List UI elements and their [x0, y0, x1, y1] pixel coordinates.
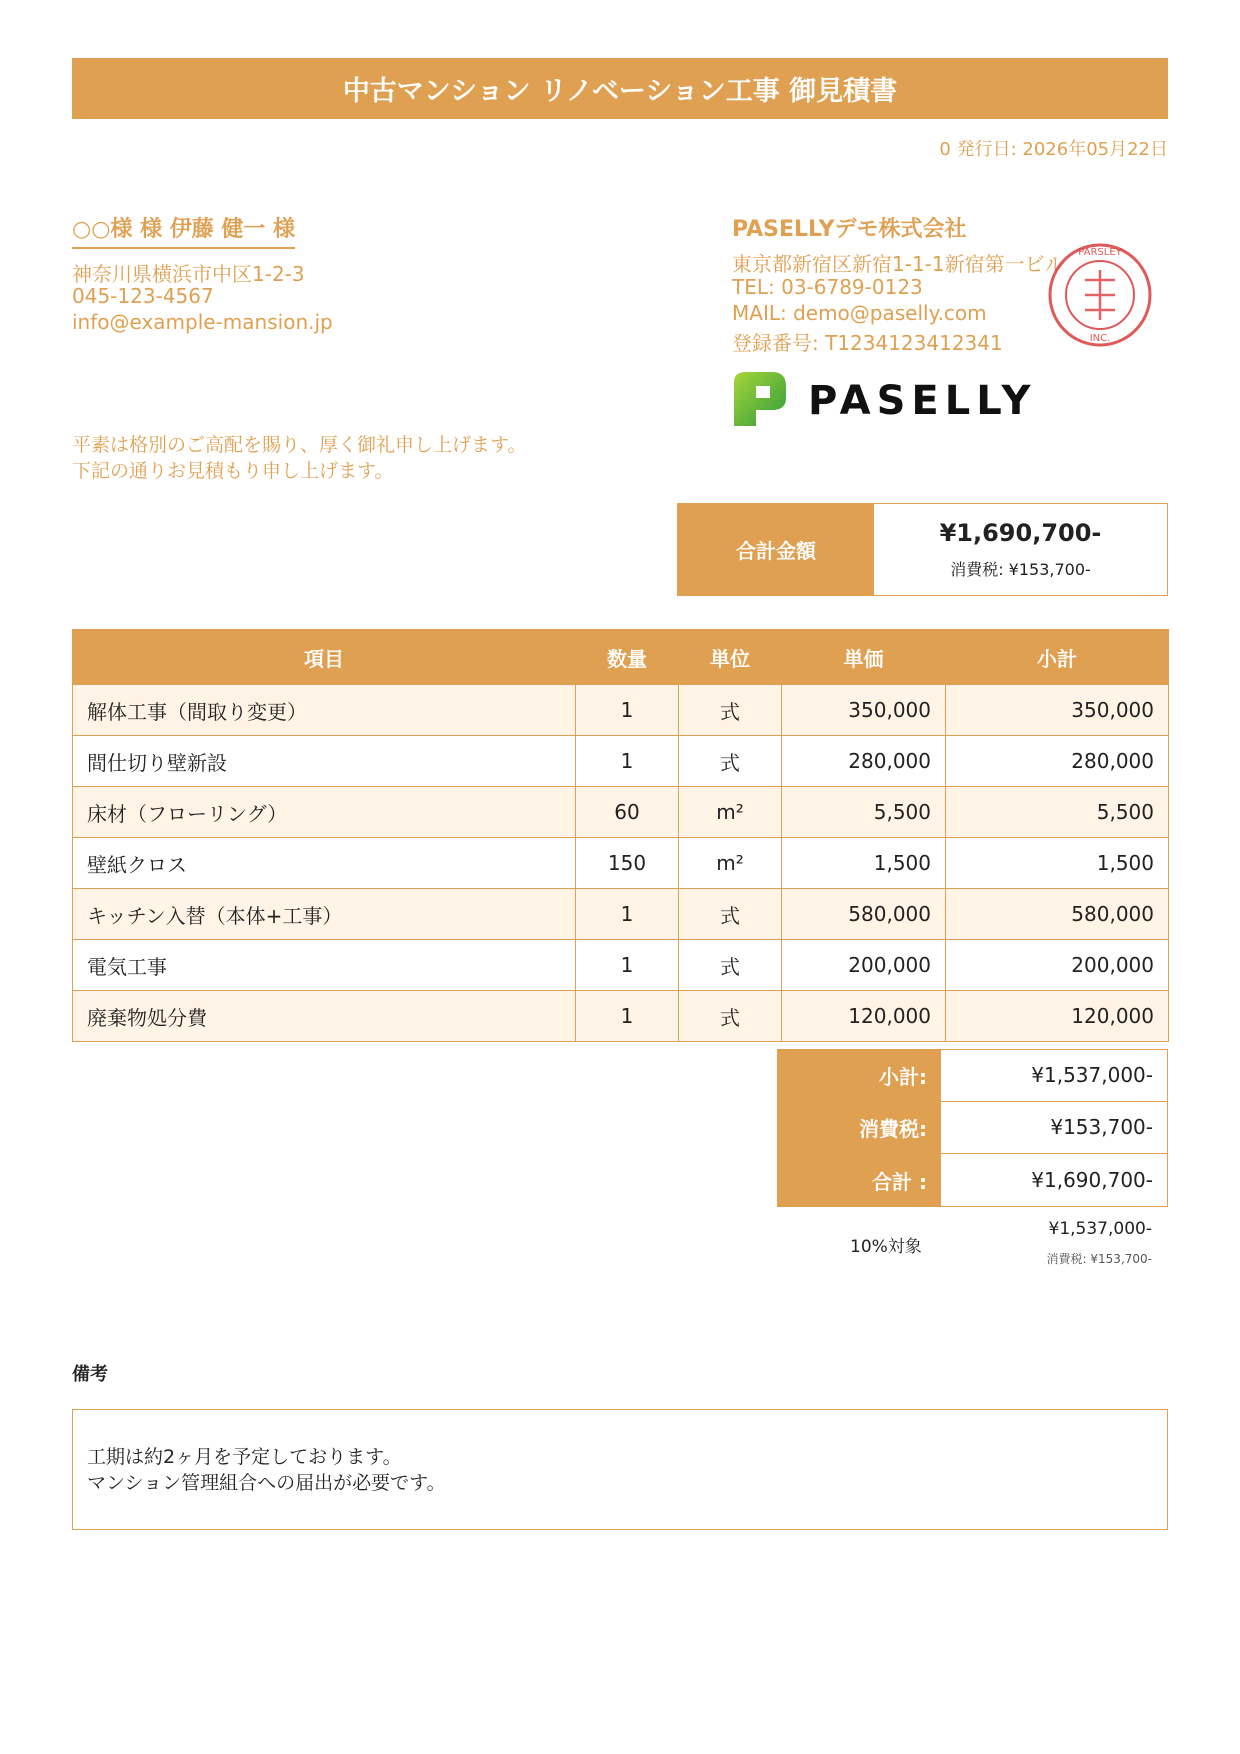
issue-date: 0 発行日: 2026年05月22日 [939, 139, 1168, 160]
cell-quantity: 1 [576, 940, 679, 991]
cell-quantity: 60 [576, 787, 679, 838]
company-tel: TEL: 03-6789-0123 [732, 275, 923, 299]
cell-item: 壁紙クロス [73, 838, 576, 889]
cell-unit: 式 [679, 685, 782, 736]
svg-text:PASELLY: PASELLY [808, 378, 1037, 424]
cell-quantity: 1 [576, 685, 679, 736]
cell-subtotal: 350,000 [946, 685, 1169, 736]
cell-unit-price: 1,500 [782, 838, 946, 889]
greeting-line-2: 下記の通りお見積もり申し上げます。 [72, 460, 394, 482]
cell-unit-price: 200,000 [782, 940, 946, 991]
table-row [73, 838, 1169, 889]
grand-total-label: 合計金額 [678, 504, 874, 595]
customer-address: 神奈川県横浜市中区1-2-3 [72, 262, 305, 286]
summary-tax-row [777, 1102, 1168, 1155]
summary-total-label: 合計 : [777, 1154, 941, 1207]
table-row [73, 940, 1169, 991]
tax-rate-tax: 消費税: ¥153,700- [1046, 1252, 1152, 1266]
summary-subtotal-label: 小計: [777, 1049, 941, 1102]
summary-total-row [777, 1154, 1168, 1207]
cell-quantity: 1 [576, 991, 679, 1042]
customer-email: info@example-mansion.jp [72, 310, 333, 334]
cell-unit: 式 [679, 940, 782, 991]
company-name: PASELLYデモ株式会社 [732, 217, 967, 242]
notes-label: 備考 [72, 1364, 108, 1385]
table-row [73, 685, 1169, 736]
cell-quantity: 150 [576, 838, 679, 889]
cell-item: 電気工事 [73, 940, 576, 991]
cell-unit-price: 280,000 [782, 736, 946, 787]
company-registration: 登録番号: T1234123412341 [732, 331, 1003, 355]
company-address: 東京都新宿区新宿1-1-1新宿第一ビル [732, 252, 1065, 276]
cell-unit-price: 5,500 [782, 787, 946, 838]
tax-rate-amount: ¥1,537,000- [1048, 1219, 1152, 1239]
cell-unit-price: 120,000 [782, 991, 946, 1042]
notes-line-1: 工期は約2ヶ月を予定しております。 [87, 1446, 402, 1468]
cell-unit-price: 580,000 [782, 889, 946, 940]
company-mail: MAIL: demo@paselly.com [732, 301, 987, 325]
summary-subtotal-row [777, 1049, 1168, 1102]
header-item: 項目 [73, 630, 576, 685]
table-row [73, 889, 1169, 940]
paselly-logo [732, 368, 1062, 430]
cell-item: 解体工事（間取り変更） [73, 685, 576, 736]
customer-name: ○○様 様 伊藤 健一 様 [72, 212, 295, 249]
cell-subtotal: 5,500 [946, 787, 1169, 838]
header-quantity: 数量 [576, 630, 679, 685]
table-header-row [73, 630, 1169, 685]
cell-unit: 式 [679, 736, 782, 787]
cell-unit: 式 [679, 991, 782, 1042]
summary-block [777, 1049, 1168, 1207]
cell-item: 間仕切り壁新設 [73, 736, 576, 787]
header-unit: 単位 [679, 630, 782, 685]
cell-unit-price: 350,000 [782, 685, 946, 736]
cell-unit: m² [679, 787, 782, 838]
line-items-table [72, 629, 1169, 1042]
greeting-text [72, 432, 526, 484]
summary-tax-label: 消費税: [777, 1102, 941, 1155]
notes-box [72, 1409, 1168, 1530]
company-seal-stamp [1045, 240, 1155, 350]
summary-total-value: ¥1,690,700- [941, 1154, 1168, 1207]
document-title: 中古マンション リノベーション工事 御見積書 [72, 58, 1168, 119]
header-unit-price: 単価 [782, 630, 946, 685]
cell-item: 床材（フローリング） [73, 787, 576, 838]
table-row [73, 991, 1169, 1042]
cell-unit: 式 [679, 889, 782, 940]
cell-quantity: 1 [576, 889, 679, 940]
svg-text:PARSLEY: PARSLEY [1078, 247, 1122, 258]
cell-subtotal: 580,000 [946, 889, 1169, 940]
summary-subtotal-value: ¥1,537,000- [941, 1049, 1168, 1102]
cell-subtotal: 280,000 [946, 736, 1169, 787]
greeting-line-1: 平素は格別のご高配を賜り、厚く御礼申し上げます。 [72, 434, 527, 456]
table-row [73, 787, 1169, 838]
svg-text:INC.: INC. [1089, 333, 1111, 344]
cell-subtotal: 120,000 [946, 991, 1169, 1042]
header-subtotal: 小計 [946, 630, 1169, 685]
notes-line-2: マンション管理組合への届出が必要です。 [87, 1472, 446, 1494]
cell-item: 廃棄物処分費 [73, 991, 576, 1042]
cell-subtotal: 200,000 [946, 940, 1169, 991]
grand-total-tax: 消費税: ¥153,700- [950, 560, 1091, 579]
customer-phone: 045-123-4567 [72, 284, 214, 308]
cell-item: キッチン入替（本体+工事） [73, 889, 576, 940]
tax-rate-label: 10%対象 [850, 1237, 922, 1257]
summary-tax-value: ¥153,700- [941, 1102, 1168, 1155]
grand-total-box [677, 503, 1168, 596]
table-row [73, 736, 1169, 787]
cell-subtotal: 1,500 [946, 838, 1169, 889]
grand-total-amount: ¥1,690,700- [939, 519, 1102, 547]
cell-quantity: 1 [576, 736, 679, 787]
cell-unit: m² [679, 838, 782, 889]
